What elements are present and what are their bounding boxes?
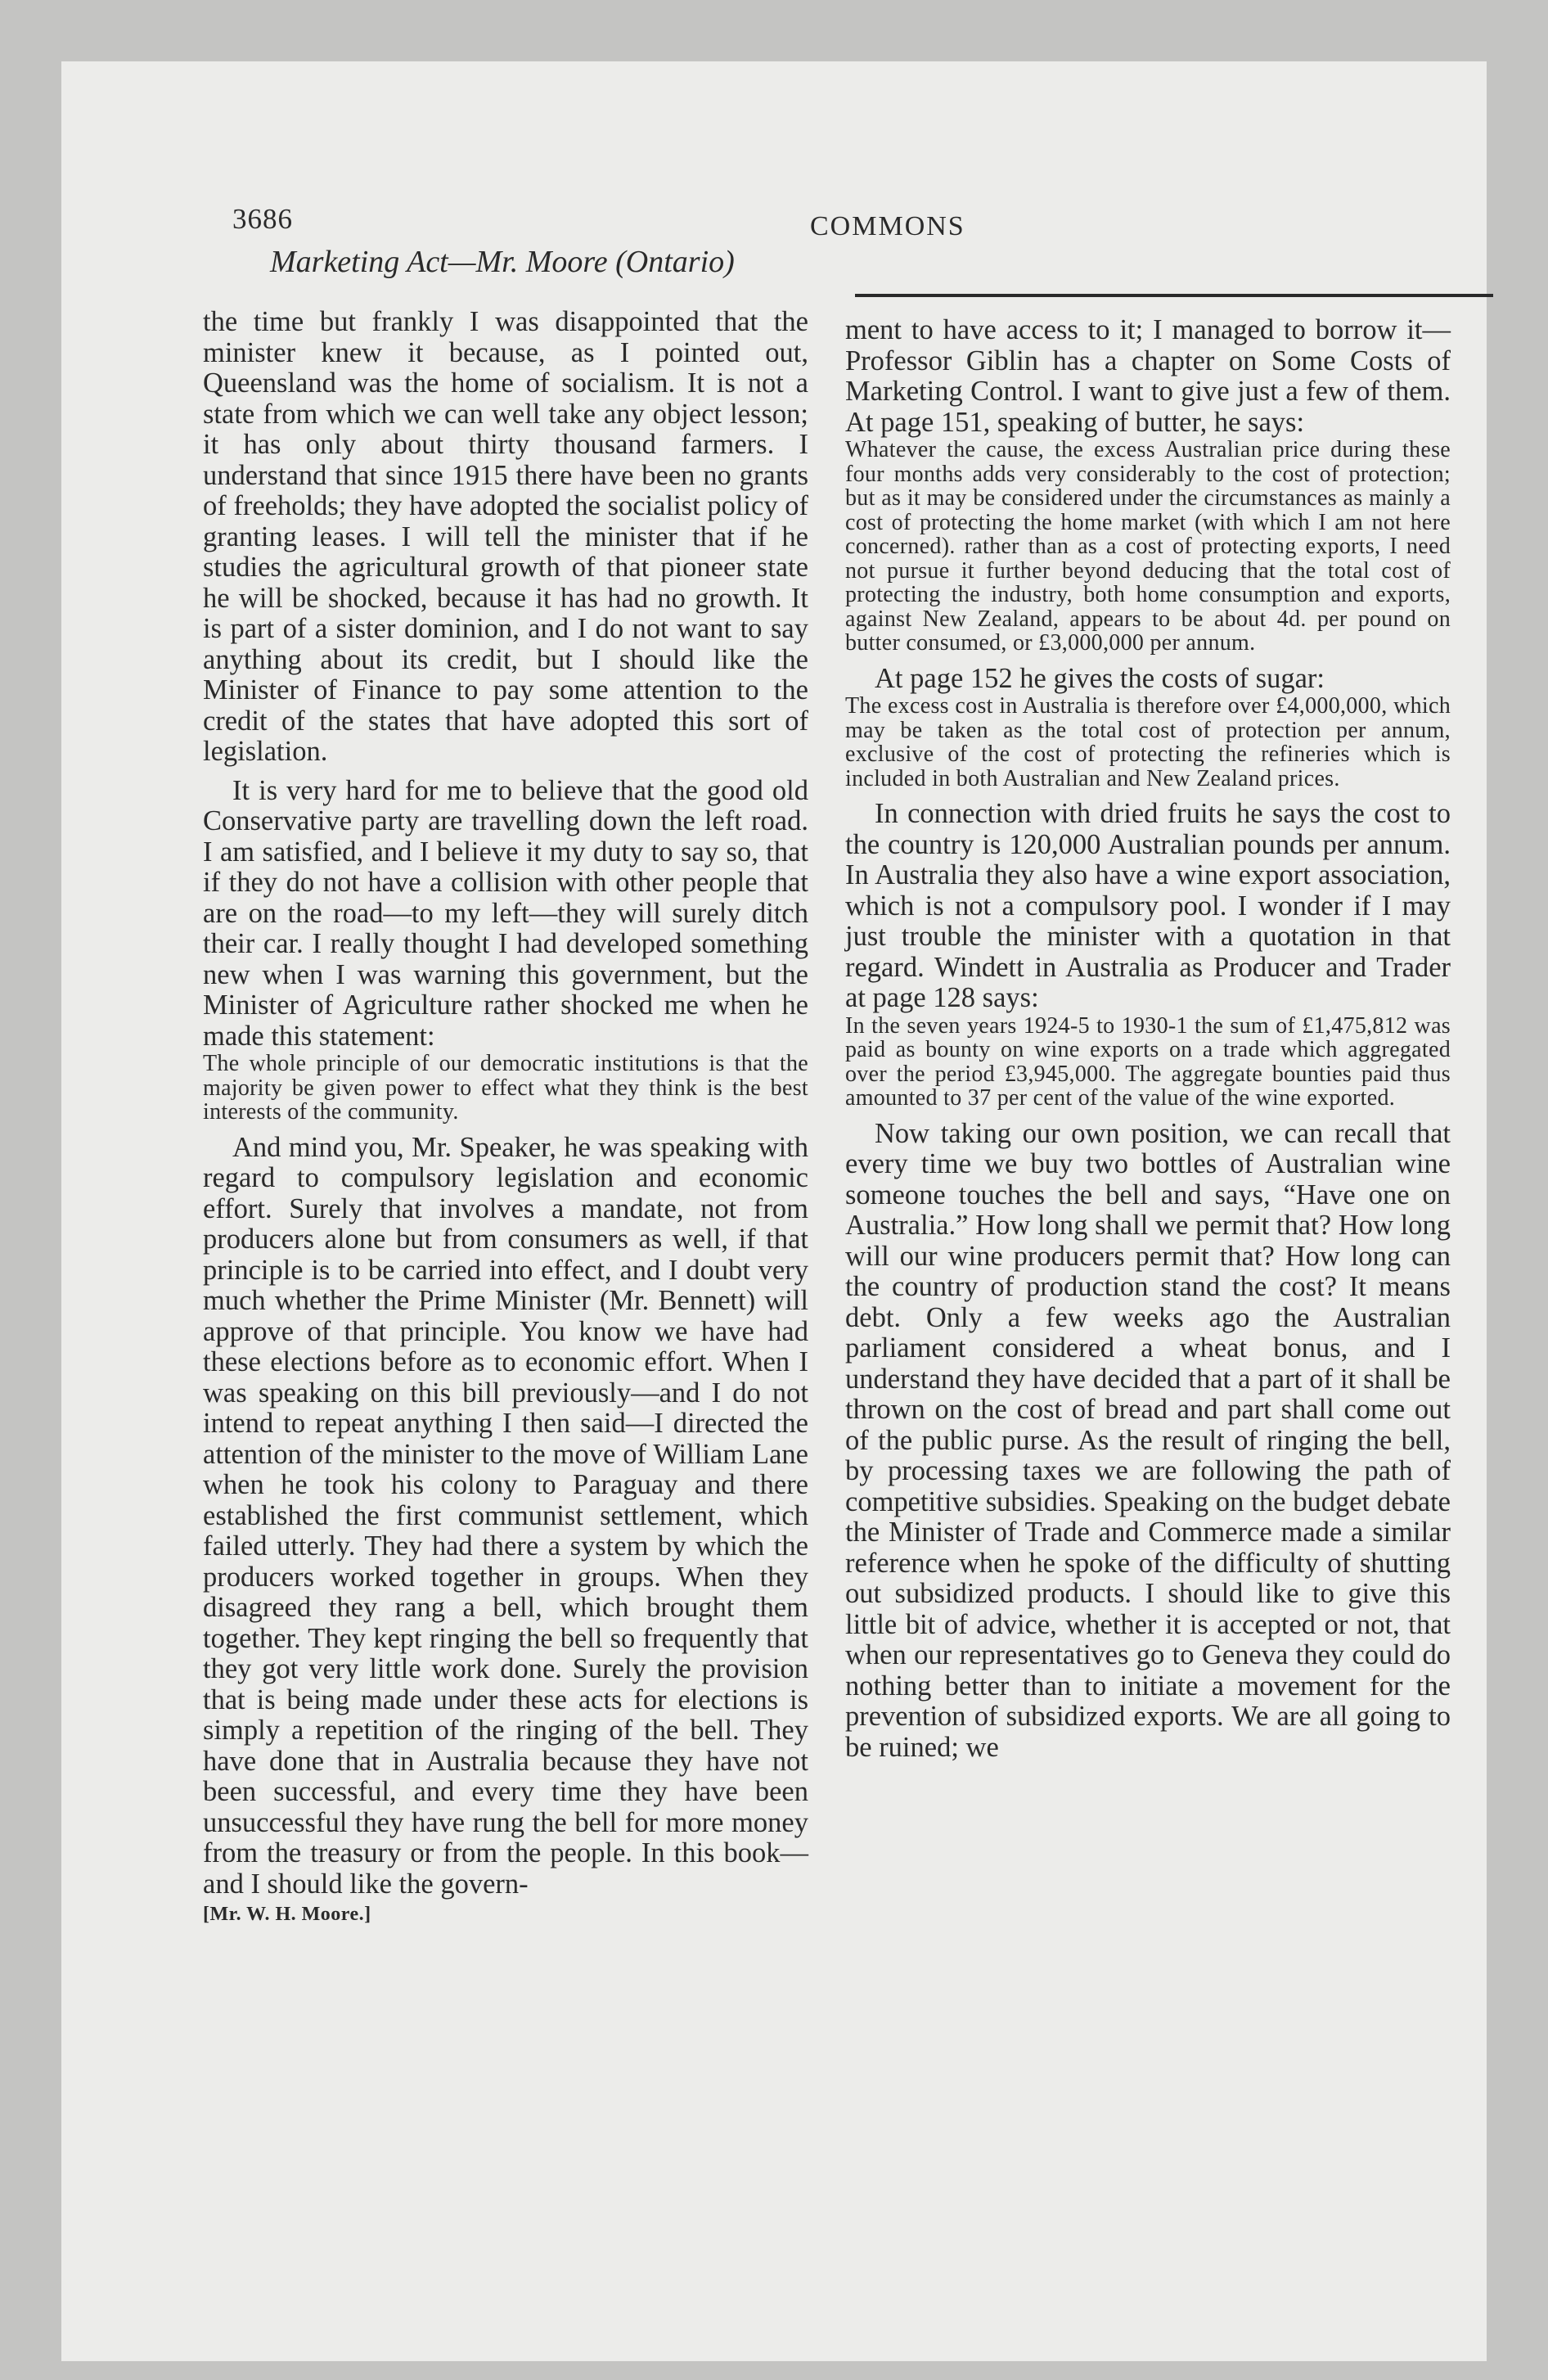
section-title: COMMONS [810, 211, 965, 241]
paragraph: the time but frankly I was disappointed that the minister knew it because, as I pointed out, Queensland was the home of socialism. It is not a state from which we can well take any object lesson; it has only about thirty thousand farmers. I understand that since 1915 there have been no grants of freeholds; they have adopted the socialist policy of granting leases. I will tell the minister that if he studies the agricultural growth of that pioneer state he will be shocked, because it has had no growth. It is part of a sister dominion, and I do not want to say anything about its credit, but I should like the Minister of Finance to pay some attention to the credit of the states that have adopted this sort of legislation. [203, 306, 808, 767]
block-quote: Whatever the cause, the excess Australian price during these four months adds very considerably to the cost of protection; but as it may be considered under the circumstances as mainly a cost of protecting the home market (with which I am not here concerned). rather than as a cost of protecting exports, I need not pursue it further beyond deducing that the total cost of protecting the industry, both home consumption and exports, against New Zealand, appears to be about 4d. per pound on butter consumed, or £3,000,000 per annum. [845, 437, 1451, 656]
header-rule [855, 294, 1493, 297]
document-page [61, 61, 1487, 2361]
page-header [172, 146, 1473, 277]
paragraph: Now taking our own position, we can recall that every time we buy two bottles of Australian wine someone touches the bell and says, “Have one on Australia.” How long shall we permit that? How long will our wine producers permit that? How long can the country of production stand the cost? It means debt. Only a few weeks ago the Australian parliament considered a wheat bonus, and I understand they have decided that a part of it shall be thrown on the cost of bread and part shall come out of the public purse. As the result of ringing the bell, by processing taxes we are following the path of competitive subsidies. Speaking on the budget debate the Minister of Trade and Commerce made a similar reference when he spoke of the difficulty of shutting out subsidized products. I should like to give this little bit of advice, whether it is accepted or not, that when our representatives go to Geneva they could do nothing better than to initiate a movement for the prevention of subsidized exports. We are all going to be ruined; we [845, 1117, 1451, 1763]
block-quote: The excess cost in Australia is therefore over £4,000,000, which may be taken as the total cost of protection per annum, exclusive of the cost of protecting the refineries which is included in both Australian and New Zealand prices. [845, 693, 1451, 791]
paragraph: In connection with dried fruits he says the cost to the country is 120,000 Australian pounds per annum. In Australia they also have a wine export association, which is not a compulsory pool. I wonder if I may just trouble the minister with a quotation in that regard. Windett in Australia as Producer and Trader at page 128 says: [845, 798, 1451, 1013]
page-number: 3686 [232, 203, 293, 235]
paragraph: It is very hard for me to believe that the good old Conservative party are travelling down the left road. I am satisfied, and I believe it my duty to say so, that if they do not have a collision with other people that are on the road—to my left—they will surely ditch their car. I really thought I had developed something new when I was warning this government, but the Minister of Agriculture rather shocked me when he made this statement: [203, 774, 808, 1052]
paragraph: ment to have access to it; I managed to borrow it—Professor Giblin has a chapter on Some Costs of Marketing Control. I want to give just a few of them. At page 151, speaking of butter, he says: [845, 314, 1451, 438]
right-column [845, 315, 1451, 1763]
paragraph: And mind you, Mr. Speaker, he was speaking with regard to compulsory legislation and economic effort. Surely that involves a mandate, not from producers alone but from consumers as well, if that principle is to be carried into effect, and I doubt very much whether the Prime Minister (Mr. Bennett) will approve of that principle. You know we have had these elections before as to economic effort. When I was speaking on this bill previously—and I do not intend to repeat anything I then said—I directed the attention of the minister to the move of William Lane when he took his colony to Paraguay and there established the first communist settlement, which failed utterly. They had there a system by which the producers worked together in groups. When they disagreed they rang a bell, which brought them together. They kept ringing the bell so frequently that they got very little work done. Surely the provision that is being made under these acts for elections is simply a repetition of the ringing of the bell. They have done that in Australia because they have not been successful, and every time they have been unsuccessful they have rung the bell for more money from the treasury or from the people. In this book—and I should like the govern- [203, 1131, 808, 1900]
block-quote: The whole principle of our democratic institutions is that the majority be given power to effect what they think is the best interests of the community. [203, 1051, 808, 1125]
block-quote: In the seven years 1924-5 to 1930-1 the sum of £1,475,812 was paid as bounty on wine exports on a trade which aggregated over the period £3,945,000. The aggregate bounties paid thus amounted to 37 per cent of the value of the wine exported. [845, 1012, 1451, 1111]
running-head: Marketing Act—Mr. Moore (Ontario) [270, 245, 735, 279]
left-column [203, 307, 808, 1931]
speaker-attribution: [Mr. W. H. Moore.] [203, 1904, 371, 1925]
paragraph: At page 152 he gives the costs of sugar: [875, 662, 1325, 694]
